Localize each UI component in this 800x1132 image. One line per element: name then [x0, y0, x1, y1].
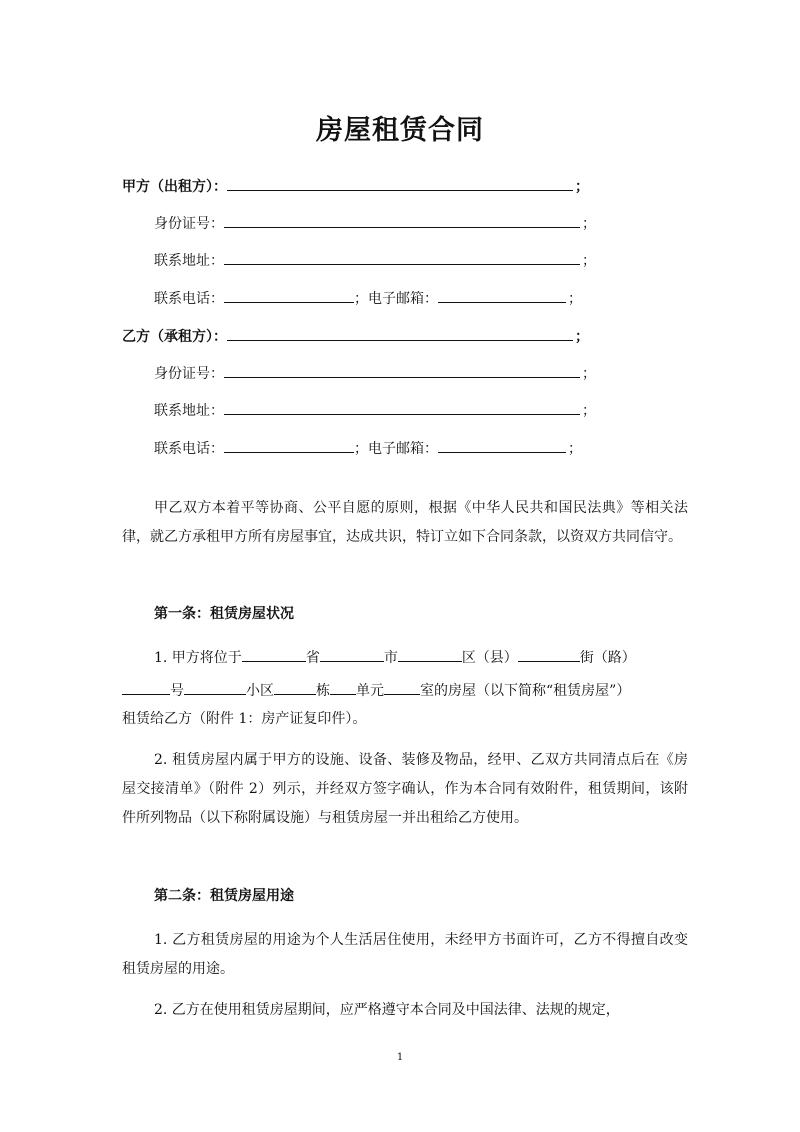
article-2-clause-2: 2. 乙方在使用租赁房屋期间，应严格遵守本合同及中国法律、法规的规定，	[154, 1002, 620, 1018]
party-b-label: 乙方（承租方）：	[122, 329, 227, 345]
unit-blank[interactable]	[330, 680, 356, 695]
room-blank[interactable]	[384, 680, 420, 695]
party-b-contact-row	[154, 438, 582, 459]
party-a-label: 甲方（出租方）：	[122, 179, 227, 195]
street-label: 街（路）	[579, 650, 636, 666]
article-1-clause-1-line-3: 租赁给乙方（附件 1：房产证复印件）。	[122, 711, 367, 727]
unit-label: 单元	[356, 683, 384, 699]
community-blank[interactable]	[184, 680, 246, 695]
building-label: 栋	[316, 683, 330, 699]
party-b-id-label: 身份证号：	[154, 366, 224, 382]
clause-text: 1. 甲方将位于	[154, 650, 242, 666]
party-b-phone-label: 联系电话：	[154, 441, 224, 457]
district-blank[interactable]	[398, 647, 462, 662]
party-a-address-blank[interactable]	[224, 250, 580, 265]
party-b-phone-blank[interactable]	[224, 438, 354, 453]
party-a-row	[122, 176, 589, 197]
semicolon: ；	[568, 441, 582, 457]
article-1-clause-1-line-2	[122, 680, 630, 701]
party-a-id-row	[154, 213, 596, 234]
semicolon: ；	[582, 216, 596, 232]
district-label: 区（县）	[461, 650, 518, 666]
party-a-id-blank[interactable]	[224, 213, 580, 228]
semicolon: ；	[582, 366, 596, 382]
article-2-clause-1: 1. 乙方租赁房屋的用途为个人生活居住使用，未经甲方书面许可，乙方不得擅自改变租赁房屋的用途。	[122, 932, 688, 977]
city-label: 市	[383, 650, 398, 666]
article-1-clause-2: 2. 租赁房屋内属于甲方的设施、设备、装修及物品，经甲、乙双方共同清点后在《房屋交接清单》（附件 2）列示，并经双方签字确认，作为本合同有效附件，租赁期间，该附件所列物品（以下称附属设施）与租赁房屋一并出租给乙方使用。	[122, 752, 688, 826]
document-title: 房屋租赁合同	[316, 115, 484, 146]
party-a-address-row	[154, 250, 596, 271]
party-a-phone-blank[interactable]	[224, 288, 354, 303]
province-label: 省	[305, 650, 320, 666]
party-a-contact-row	[154, 288, 582, 309]
room-label: 室的房屋（以下简称“租赁房屋”）	[420, 683, 631, 699]
party-b-address-row	[154, 400, 596, 421]
semicolon: ；	[568, 291, 582, 307]
building-blank[interactable]	[274, 680, 316, 695]
number-blank[interactable]	[122, 680, 170, 695]
party-b-address-blank[interactable]	[224, 400, 580, 415]
community-label: 小区	[246, 683, 274, 699]
article-2-heading: 第二条：租赁房屋用途	[154, 888, 294, 904]
semicolon: ；	[582, 403, 596, 419]
party-b-row	[122, 326, 589, 347]
number-label: 号	[170, 683, 184, 699]
party-b-address-label: 联系地址：	[154, 403, 224, 419]
party-a-address-label: 联系地址：	[154, 253, 224, 269]
article-1-clause-1-line-1	[154, 647, 636, 668]
intro-paragraph: 甲乙双方本着平等协商、公平自愿的原则，根据《中华人民共和国民法典》等相关法律，就乙方承租甲方所有房屋事宜，达成共识，特订立如下合同条款，以资双方共同信守。	[122, 500, 688, 545]
province-blank[interactable]	[242, 647, 306, 662]
party-a-id-label: 身份证号：	[154, 216, 224, 232]
semicolon: ；	[575, 329, 589, 345]
party-b-email-blank[interactable]	[438, 438, 566, 453]
party-b-name-blank[interactable]	[227, 326, 573, 341]
semicolon: ；	[575, 179, 589, 195]
party-b-email-label: ；电子邮箱：	[354, 441, 438, 457]
semicolon: ；	[582, 253, 596, 269]
street-blank[interactable]	[518, 647, 580, 662]
party-a-name-blank[interactable]	[227, 176, 573, 191]
page-number: 1	[396, 1052, 404, 1063]
party-b-id-row	[154, 363, 596, 384]
party-a-phone-label: 联系电话：	[154, 291, 224, 307]
party-b-id-blank[interactable]	[224, 363, 580, 378]
party-a-email-label: ；电子邮箱：	[354, 291, 438, 307]
city-blank[interactable]	[320, 647, 384, 662]
article-1-heading: 第一条：租赁房屋状况	[154, 606, 294, 622]
party-a-email-blank[interactable]	[438, 288, 566, 303]
